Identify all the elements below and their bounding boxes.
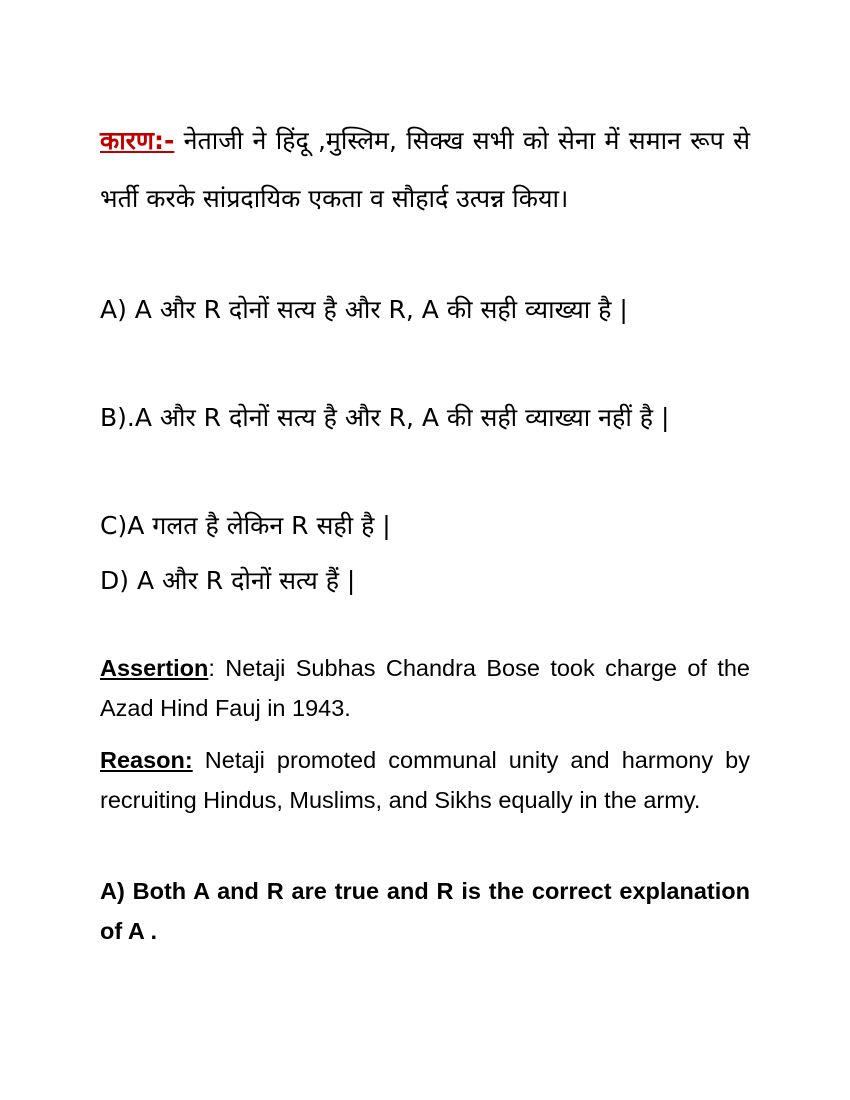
english-assertion-paragraph [100, 648, 750, 728]
hindi-option-b: B).A और R दोनों सत्य है और R, A की सही व्याख्या नहीं है | [100, 403, 670, 432]
hindi-reason-paragraph [100, 112, 750, 228]
hindi-option-c: C)A गलत है लेकिन R सही है | [100, 511, 391, 540]
hindi-option-d: D) A और R दोनों सत्य हैं | [100, 566, 356, 595]
hindi-option-a: A) A और R दोनों सत्य है और R, A की सही व्याख्या है | [100, 295, 628, 324]
english-reason-text: Netaji promoted communal unity and harmony by recruiting Hindus, Muslims, and Sikhs equally in the army. [100, 747, 750, 813]
english-reason-paragraph [100, 740, 750, 820]
hindi-reason-text: नेताजी ने हिंदू ,मुस्लिम, सिक्ख सभी को सेना में समान रूप से भर्ती करके सांप्रदायिक एकता व सौहार्द उत्पन्न किया। [100, 126, 750, 213]
english-answer: A) Both A and R are true and R is the correct explanation of A . [100, 878, 750, 944]
english-reason-label: Reason: [100, 747, 193, 773]
english-assertion-label: Assertion [100, 655, 209, 681]
hindi-reason-label: कारण:- [100, 126, 175, 155]
document-page [100, 0, 750, 1100]
english-assertion-text: : Netaji Subhas Chandra Bose took charge of the Azad Hind Fauj in 1943. [100, 655, 750, 721]
